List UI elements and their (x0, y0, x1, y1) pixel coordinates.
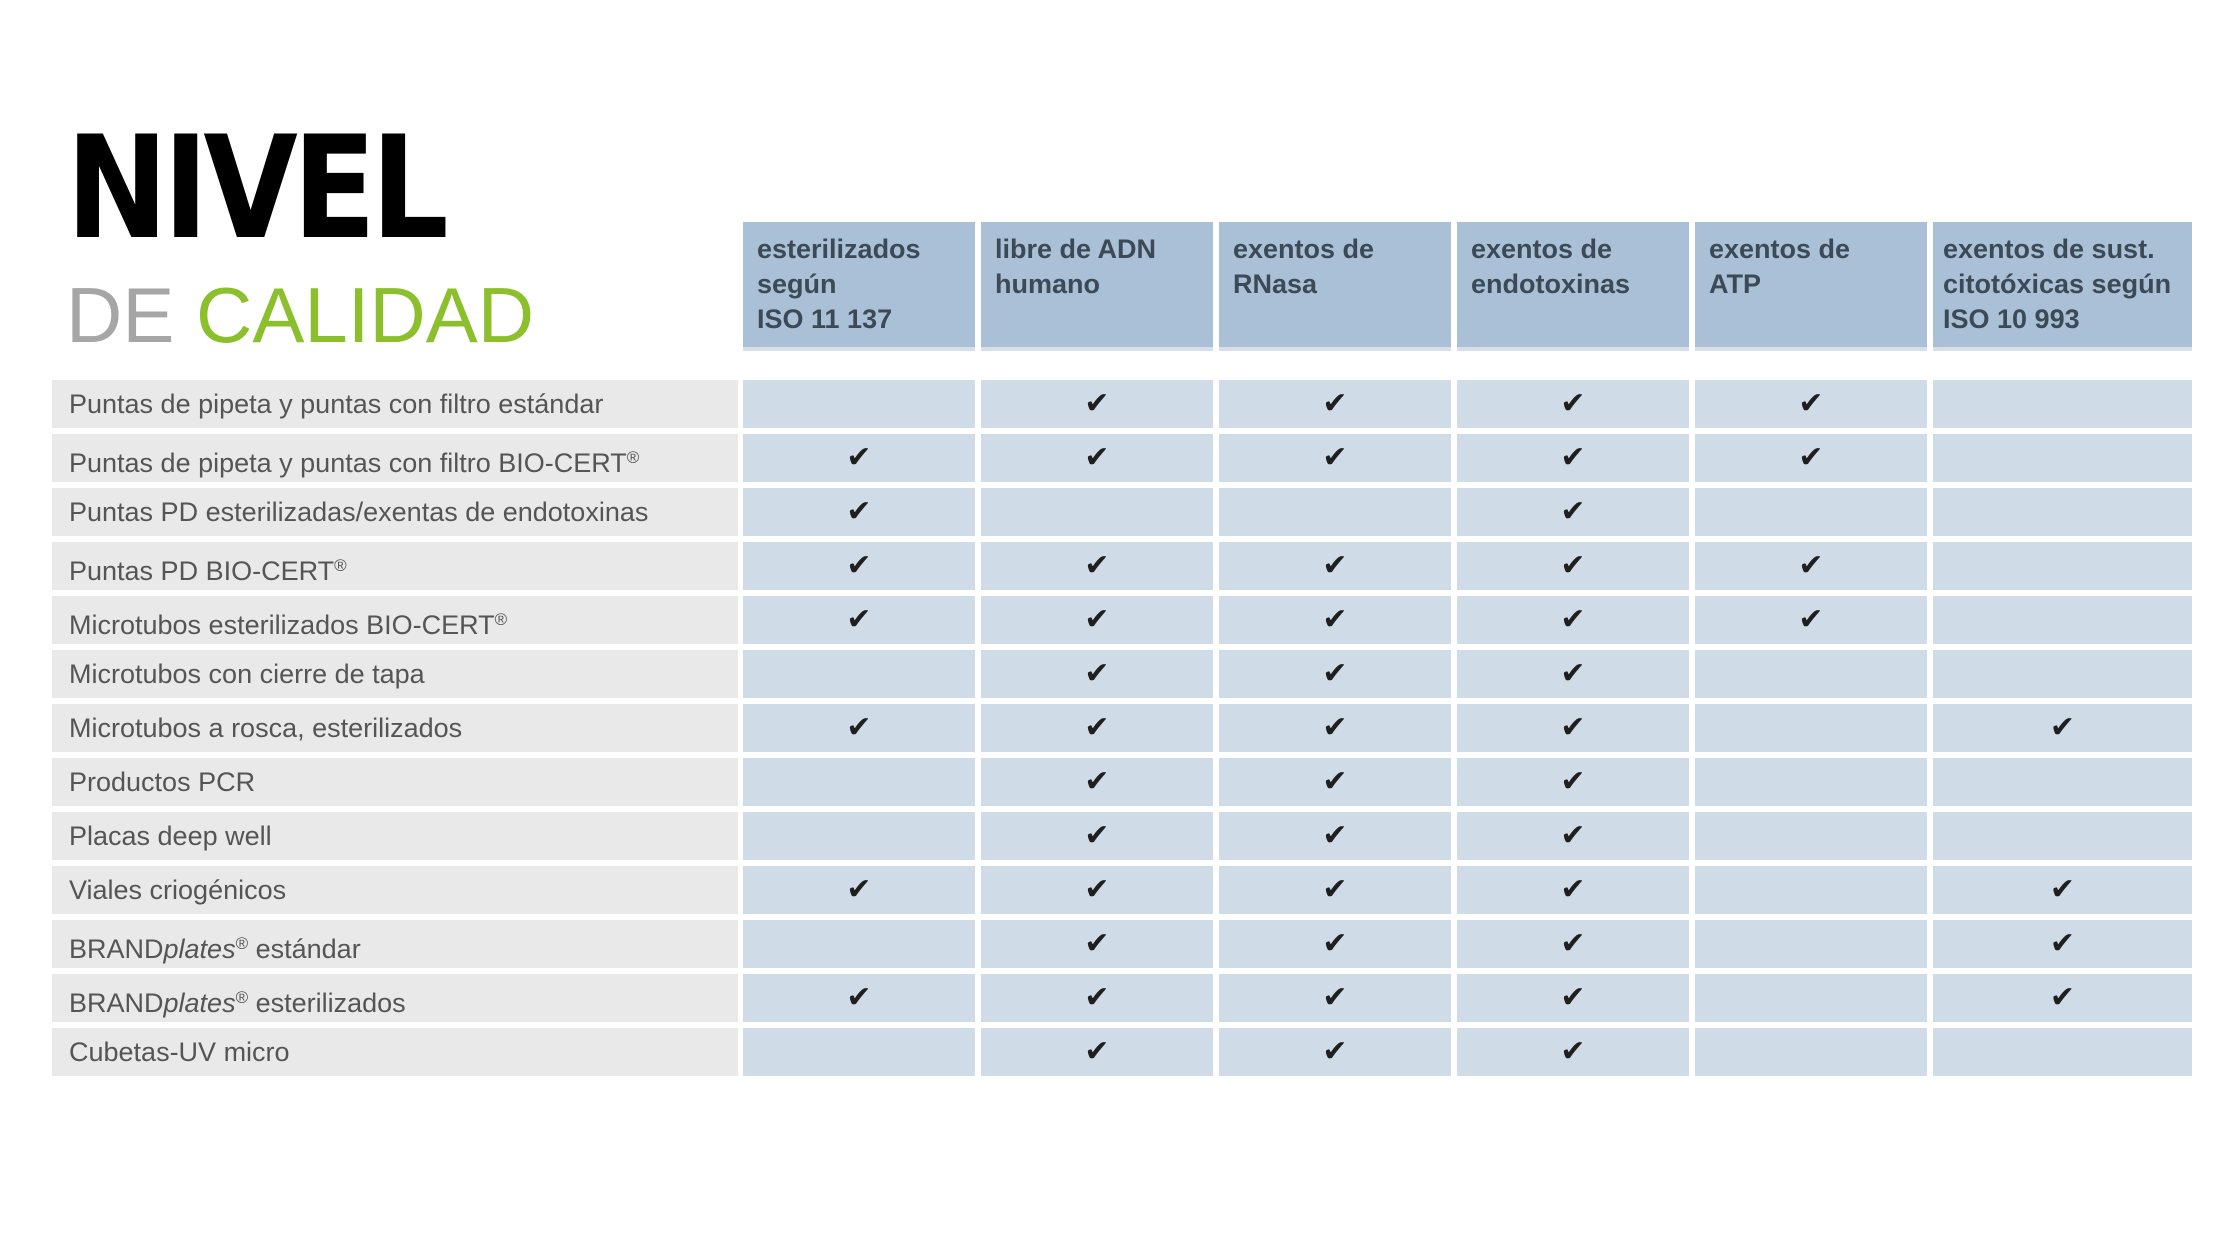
table-cell (1695, 812, 1927, 860)
row-label-text: BRAND (69, 988, 164, 1018)
checkmark-icon: ✔ (1560, 494, 1586, 529)
table-cell (1457, 704, 1689, 752)
table-cell (1457, 866, 1689, 914)
table-cell (1457, 542, 1689, 590)
row-label (52, 758, 738, 806)
checkmark-icon: ✔ (1560, 656, 1586, 691)
column-header: exentos de sust. citotóxicas según ISO 10 993 (1933, 222, 2192, 351)
checkmark-icon: ✔ (1322, 980, 1348, 1015)
table-cell (1695, 488, 1927, 536)
checkmark-icon: ✔ (1084, 440, 1110, 475)
registered-mark: ® (334, 556, 347, 575)
row-label (52, 812, 738, 860)
table-cell (1219, 920, 1451, 968)
table-cell (1219, 866, 1451, 914)
table-cell (981, 1028, 1213, 1076)
column-header: exentos de ATP (1695, 222, 1927, 351)
registered-mark: ® (626, 448, 640, 467)
row-label (52, 596, 738, 644)
table-cell (1457, 380, 1689, 428)
title-main: NIVEL (66, 106, 444, 271)
table-row (52, 866, 2192, 914)
checkmark-icon: ✔ (2049, 710, 2076, 745)
checkmark-icon: ✔ (1322, 656, 1348, 691)
table-row (52, 488, 2192, 536)
page-title (66, 106, 726, 359)
checkmark-icon: ✔ (1084, 818, 1110, 853)
table-cell (1933, 1028, 2192, 1076)
table-cell (1933, 542, 2192, 590)
checkmark-icon: ✔ (1560, 602, 1586, 637)
table-cell (743, 974, 975, 1022)
checkmark-icon: ✔ (846, 602, 872, 637)
table-cell (743, 650, 975, 698)
registered-mark: ® (235, 934, 249, 953)
table-cell (743, 380, 975, 428)
row-label-text: Cubetas-UV micro (69, 1037, 290, 1067)
table-cell (1219, 704, 1451, 752)
row-label (52, 380, 738, 428)
table-cell (743, 758, 975, 806)
column-header: esterilizados según ISO 11 137 (743, 222, 975, 351)
row-label (52, 974, 738, 1022)
title-subtitle (66, 271, 726, 359)
row-label-text: Microtubos con cierre de tapa (69, 659, 425, 689)
table-cell (743, 1028, 975, 1076)
checkmark-icon: ✔ (1084, 710, 1110, 745)
table-cell (1695, 866, 1927, 914)
table-cell (1933, 704, 2192, 752)
checkmark-icon: ✔ (1322, 710, 1348, 745)
registered-mark: ® (494, 610, 508, 629)
checkmark-icon: ✔ (1322, 440, 1348, 475)
table-cell (1695, 380, 1927, 428)
table-row (52, 1028, 2192, 1076)
table-cell (1933, 866, 2192, 914)
table-cell (1695, 758, 1927, 806)
table-cell (743, 596, 975, 644)
table-header-row (743, 222, 2192, 351)
checkmark-icon: ✔ (1084, 926, 1110, 961)
column-header: libre de ADN humano (981, 222, 1213, 351)
table-cell (1933, 812, 2192, 860)
checkmark-icon: ✔ (1560, 710, 1586, 745)
title-sub-prefix: DE (66, 271, 175, 359)
table-cell (1695, 596, 1927, 644)
registered-mark: ® (235, 988, 249, 1007)
checkmark-icon: ✔ (846, 710, 872, 745)
quality-table (52, 380, 2192, 1082)
table-cell (1219, 650, 1451, 698)
checkmark-icon: ✔ (1084, 872, 1110, 907)
table-cell (1457, 434, 1689, 482)
column-header: exentos de endotoxinas (1457, 222, 1689, 351)
column-header: exentos de RNasa (1219, 222, 1451, 351)
table-cell (743, 704, 975, 752)
table-cell (981, 866, 1213, 914)
row-label-text: Viales criogénicos (69, 875, 287, 905)
table-cell (743, 920, 975, 968)
row-label-text: Microtubos esterilizados BIO-CERT (69, 610, 495, 640)
table-cell (1219, 434, 1451, 482)
table-cell (981, 488, 1213, 536)
table-cell (981, 434, 1213, 482)
table-cell (981, 920, 1213, 968)
checkmark-icon: ✔ (1560, 980, 1586, 1015)
table-cell (981, 974, 1213, 1022)
checkmark-icon: ✔ (1560, 872, 1586, 907)
checkmark-icon: ✔ (1560, 386, 1586, 421)
title-sub-highlight: CALIDAD (196, 271, 535, 359)
row-label (52, 434, 738, 482)
checkmark-icon: ✔ (1084, 548, 1110, 583)
row-label-italic: plates (163, 934, 236, 964)
checkmark-icon: ✔ (1322, 386, 1348, 421)
table-cell (1933, 920, 2192, 968)
table-cell (1695, 1028, 1927, 1076)
table-cell (981, 812, 1213, 860)
checkmark-icon: ✔ (1084, 386, 1110, 421)
checkmark-icon: ✔ (1084, 764, 1110, 799)
row-label-text: Puntas PD esterilizadas/exentas de endotoxinas (69, 497, 649, 527)
checkmark-icon: ✔ (1560, 548, 1586, 583)
table-cell (1457, 488, 1689, 536)
table-cell (1695, 434, 1927, 482)
table-cell (1457, 974, 1689, 1022)
table-row (52, 434, 2192, 482)
table-row (52, 920, 2192, 968)
checkmark-icon: ✔ (1084, 602, 1110, 637)
checkmark-icon: ✔ (1798, 602, 1824, 637)
table-cell (1457, 650, 1689, 698)
table-row (52, 704, 2192, 752)
checkmark-icon: ✔ (846, 440, 872, 475)
row-label (52, 650, 738, 698)
table-cell (1933, 650, 2192, 698)
table-cell (1695, 650, 1927, 698)
row-label-text: Placas deep well (69, 821, 272, 851)
row-label (52, 704, 738, 752)
table-cell (1933, 488, 2192, 536)
table-cell (981, 758, 1213, 806)
table-cell (743, 434, 975, 482)
row-label-suffix: esterilizados (248, 988, 406, 1018)
table-cell (1457, 1028, 1689, 1076)
table-cell (1219, 812, 1451, 860)
table-cell (1457, 920, 1689, 968)
checkmark-icon: ✔ (846, 872, 872, 907)
checkmark-icon: ✔ (1084, 1034, 1110, 1069)
table-cell (1219, 596, 1451, 644)
checkmark-icon: ✔ (1322, 926, 1348, 961)
checkmark-icon: ✔ (1084, 656, 1110, 691)
row-label-text: Puntas de pipeta y puntas con filtro BIO-CERT (69, 448, 627, 478)
table-cell (743, 812, 975, 860)
checkmark-icon: ✔ (1798, 440, 1824, 475)
checkmark-icon: ✔ (1560, 926, 1586, 961)
row-label-italic: plates (163, 988, 236, 1018)
checkmark-icon: ✔ (1322, 818, 1348, 853)
table-cell (981, 542, 1213, 590)
table-cell (1695, 704, 1927, 752)
checkmark-icon: ✔ (2049, 926, 2076, 961)
table-row (52, 650, 2192, 698)
table-cell (981, 596, 1213, 644)
checkmark-icon: ✔ (1560, 764, 1586, 799)
table-cell (1933, 596, 2192, 644)
table-cell (743, 866, 975, 914)
checkmark-icon: ✔ (1322, 1034, 1348, 1069)
row-label (52, 1028, 738, 1076)
table-cell (1219, 974, 1451, 1022)
table-cell (1219, 380, 1451, 428)
table-row (52, 974, 2192, 1022)
table-cell (1457, 596, 1689, 644)
row-label-text: BRAND (69, 934, 164, 964)
table-row (52, 758, 2192, 806)
table-cell (743, 488, 975, 536)
checkmark-icon: ✔ (1560, 440, 1586, 475)
table-cell (1219, 758, 1451, 806)
table-cell (981, 380, 1213, 428)
table-cell (743, 542, 975, 590)
table-cell (1933, 974, 2192, 1022)
checkmark-icon: ✔ (1084, 980, 1110, 1015)
checkmark-icon: ✔ (846, 494, 872, 529)
table-cell (1695, 974, 1927, 1022)
checkmark-icon: ✔ (2049, 980, 2076, 1015)
row-label-text: Puntas de pipeta y puntas con filtro estándar (69, 389, 604, 419)
table-row (52, 596, 2192, 644)
checkmark-icon: ✔ (1560, 818, 1586, 853)
checkmark-icon: ✔ (1322, 764, 1348, 799)
table-cell (1219, 542, 1451, 590)
table-cell (981, 650, 1213, 698)
table-cell (1219, 488, 1451, 536)
row-label-suffix: estándar (248, 934, 361, 964)
row-label (52, 866, 738, 914)
row-label-text: Microtubos a rosca, esterilizados (69, 713, 463, 743)
table-row (52, 542, 2192, 590)
checkmark-icon: ✔ (2049, 872, 2076, 907)
table-cell (1219, 1028, 1451, 1076)
row-label (52, 542, 738, 590)
checkmark-icon: ✔ (1798, 386, 1824, 421)
table-cell (1695, 542, 1927, 590)
checkmark-icon: ✔ (1560, 1034, 1586, 1069)
row-label (52, 920, 738, 968)
checkmark-icon: ✔ (1322, 602, 1348, 637)
checkmark-icon: ✔ (1322, 548, 1348, 583)
checkmark-icon: ✔ (846, 548, 872, 583)
checkmark-icon: ✔ (1322, 872, 1348, 907)
table-cell (1933, 434, 2192, 482)
row-label-text: Puntas PD BIO-CERT (69, 556, 335, 586)
checkmark-icon: ✔ (1798, 548, 1824, 583)
table-cell (1457, 812, 1689, 860)
table-cell (1695, 920, 1927, 968)
table-cell (1457, 758, 1689, 806)
checkmark-icon: ✔ (846, 980, 872, 1015)
table-cell (981, 704, 1213, 752)
table-row (52, 812, 2192, 860)
row-label (52, 488, 738, 536)
row-label-text: Productos PCR (69, 767, 256, 797)
table-cell (1933, 380, 2192, 428)
table-row (52, 380, 2192, 428)
table-cell (1933, 758, 2192, 806)
